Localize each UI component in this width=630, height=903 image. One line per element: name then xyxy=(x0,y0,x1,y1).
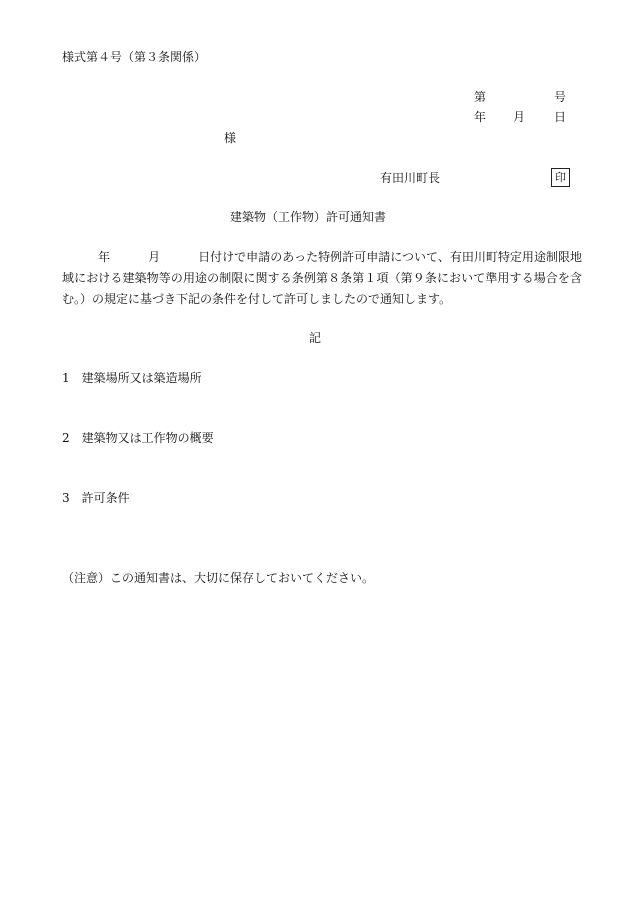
body-text: 日付けで申請のあった特例許可申請について、有田川町特定用途制限地域における建築物等の用途の制限に関する条例第８条第１項（第９条において準用する場合を含む。）の規定に基づき下記の条件を付して許可しましたので通知します。 xyxy=(62,250,582,306)
date-year: 年 xyxy=(474,110,487,124)
body-year-label: 年 xyxy=(98,250,111,264)
document-title: 建築物（工作物）許可通知書 xyxy=(230,210,387,224)
item-permit-conditions: 3 許可条件 xyxy=(62,491,130,505)
date-day: 日 xyxy=(554,110,567,124)
item-building-outline: 2 建築物又は工作物の概要 xyxy=(62,431,214,445)
note-text: （注意）この通知書は、大切に保存しておいてください。 xyxy=(62,571,375,585)
ki-heading: 記 xyxy=(309,331,322,345)
issuer-name: 有田川町長 xyxy=(380,171,441,185)
body-paragraph xyxy=(62,247,582,310)
number-prefix: 第 xyxy=(474,90,487,104)
number-suffix: 号 xyxy=(554,90,567,104)
item-building-site: 1 建築場所又は築造場所 xyxy=(62,371,202,385)
date-month: 月 xyxy=(513,110,526,124)
body-month-label: 月 xyxy=(148,250,161,264)
seal-mark: 印 xyxy=(551,168,570,187)
form-number: 様式第４号（第３条関係） xyxy=(62,50,207,64)
addressee-suffix: 様 xyxy=(224,131,237,145)
